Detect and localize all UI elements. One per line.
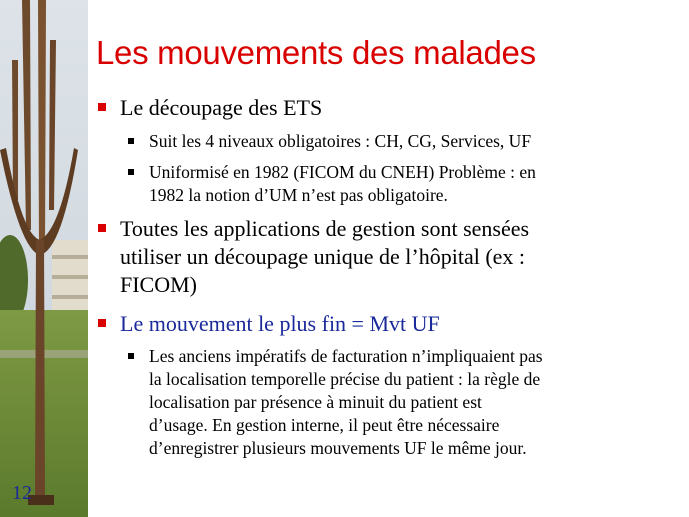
square-bullet-icon [128,353,134,359]
bullet-line-1: Toutes les applications de gestion sont sensées [120,216,530,241]
sub-bullet-line-2: 1982 la notion d’UM n’est pas obligatoire. [149,185,448,205]
square-bullet-icon [128,169,134,175]
sub-bullet-line-5: d’enregistrer plusieurs mouvements UF le même jour. [149,438,527,458]
sub-bullet-line-2: la localisation temporelle précise du patient : la règle de [149,369,541,389]
square-bullet-icon [98,319,106,327]
sub-bullet-line-1: Uniformisé en 1982 (FICOM du CNEH) Problème : en [149,162,536,182]
bullet-line-2: utiliser un découpage unique de l’hôpital (ex : [120,244,526,269]
sculpture-photo [0,0,88,517]
bullet-line-3: FICOM) [120,272,198,297]
bullet-text: Le mouvement le plus fin = Mvt UF [120,311,440,336]
slide-number: 12 [12,482,32,504]
square-bullet-icon [128,138,134,144]
square-bullet-icon [98,224,106,232]
sub-bullet-line-3: localisation par présence à minuit du patient est [149,392,482,412]
sub-bullet-text: Suit les 4 niveaux obligatoires : CH, CG, Services, UF [149,131,532,151]
sub-bullet-line-4: d’usage. En gestion interne, il peut être nécessaire [149,415,500,435]
slide-title: Les mouvements des malades [96,34,536,71]
bullet-text: Le découpage des ETS [120,95,323,120]
square-bullet-icon [98,103,106,111]
sub-bullet-line-1: Les anciens impératifs de facturation n’impliquaient pas [149,346,543,366]
